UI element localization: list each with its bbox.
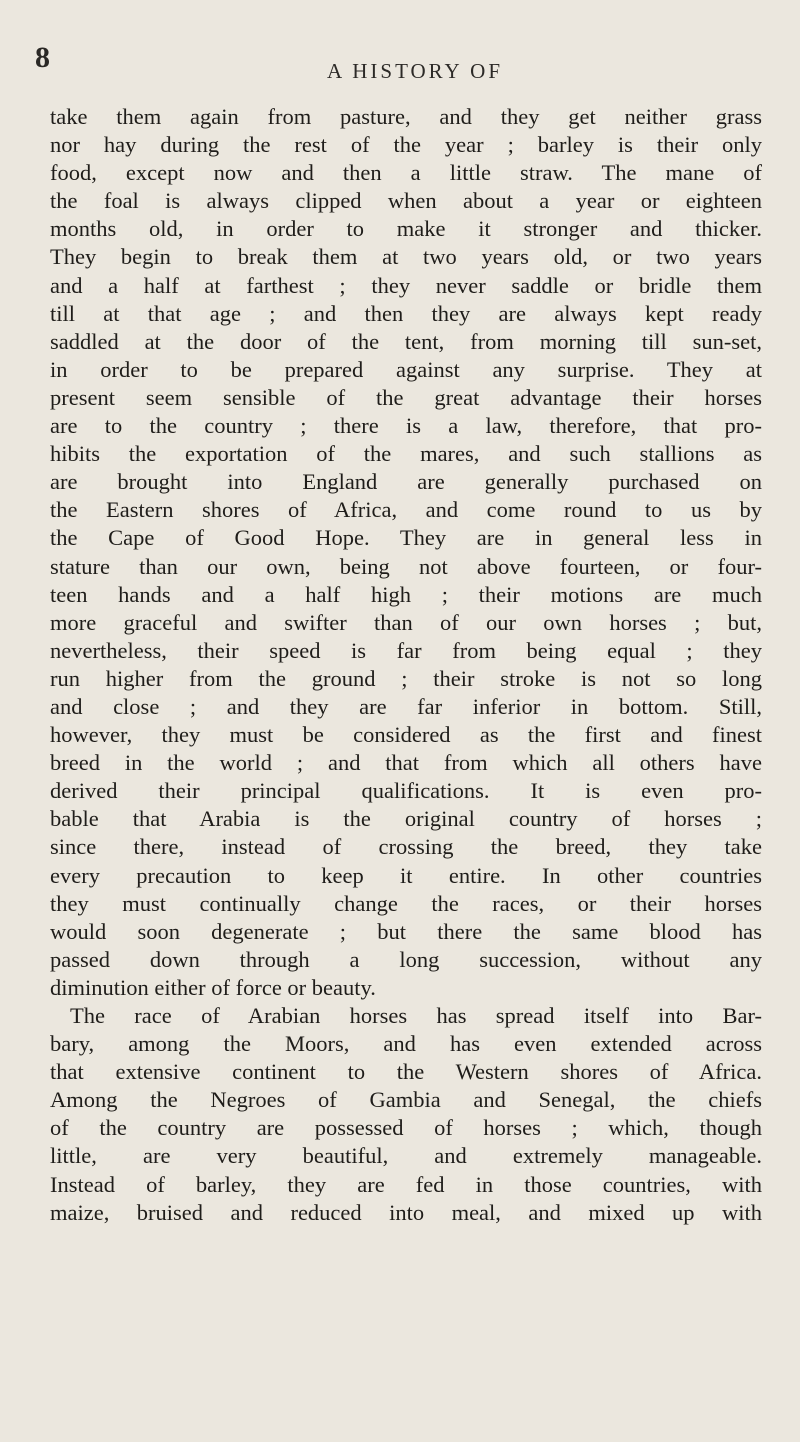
text-line: would soon degenerate ; but there the same blood has bbox=[50, 918, 762, 944]
text-line: and a half at farthest ; they never saddle or bridle them bbox=[50, 272, 762, 298]
text-line: little, are very beautiful, and extremely manageable. bbox=[50, 1143, 762, 1169]
text-line: present seem sensible of the great advantage their horses bbox=[50, 384, 762, 410]
text-line: that extensive continent to the Western shores of Africa. bbox=[50, 1059, 762, 1085]
text-line: Among the Negroes of Gambia and Senegal, the chiefs bbox=[50, 1087, 762, 1113]
text-line: are brought into England are generally purchased on bbox=[50, 469, 762, 495]
page-number: 8 bbox=[35, 41, 50, 74]
text-line: passed down through a long succession, without any bbox=[50, 946, 762, 972]
text-line: they must continually change the races, or their horses bbox=[50, 890, 762, 916]
text-line: more graceful and swifter than of our own horses ; but, bbox=[50, 609, 762, 635]
text-line: bable that Arabia is the original country of horses ; bbox=[50, 806, 762, 832]
text-line: the Cape of Good Hope. They are in general less in bbox=[50, 525, 762, 551]
text-line: the foal is always clipped when about a year or eighteen bbox=[50, 188, 762, 214]
text-line-paragraph-end: diminution either of force or beauty. bbox=[50, 974, 376, 1000]
text-line: of the country are possessed of horses ; which, though bbox=[50, 1115, 762, 1141]
text-line: nevertheless, their speed is far from being equal ; they bbox=[50, 637, 762, 663]
text-line: food, except now and then a little straw. The mane of bbox=[50, 160, 762, 186]
text-line: run higher from the ground ; their stroke is not so long bbox=[50, 665, 762, 691]
text-line: bary, among the Moors, and has even extended across bbox=[50, 1031, 762, 1057]
running-title: A HISTORY OF bbox=[326, 59, 504, 83]
text-line: hibits the exportation of the mares, and such stallions as bbox=[50, 441, 762, 467]
body-text bbox=[50, 103, 762, 1227]
text-line: however, they must be considered as the first and finest bbox=[50, 722, 762, 748]
text-line: nor hay during the rest of the year ; barley is their only bbox=[50, 132, 762, 158]
text-line: since there, instead of crossing the breed, they take bbox=[50, 834, 762, 860]
text-line: breed in the world ; and that from which all others have bbox=[50, 750, 762, 776]
text-line: take them again from pasture, and they get neither grass bbox=[50, 104, 762, 129]
text-line: maize, bruised and reduced into meal, and mixed up with bbox=[50, 1199, 762, 1225]
text-line-paragraph-start: The race of Arabian horses has spread itself into Bar- bbox=[70, 1003, 762, 1028]
text-line: derived their principal qualifications. It is even pro- bbox=[50, 778, 762, 804]
text-line: every precaution to keep it entire. In other countries bbox=[50, 862, 762, 888]
text-line: till at that age ; and then they are always kept ready bbox=[50, 300, 762, 326]
text-line: stature than our own, being not above fourteen, or four- bbox=[50, 553, 762, 579]
text-line: They begin to break them at two years old, or two years bbox=[50, 244, 762, 270]
text-line: saddled at the door of the tent, from morning till sun-set, bbox=[50, 328, 762, 354]
text-line: and close ; and they are far inferior in bottom. Still, bbox=[50, 693, 762, 719]
text-line: months old, in order to make it stronger and thicker. bbox=[50, 216, 762, 242]
text-line: are to the country ; there is a law, therefore, that pro- bbox=[50, 413, 762, 439]
text-line: Instead of barley, they are fed in those countries, with bbox=[50, 1171, 762, 1197]
text-line: teen hands and a half high ; their motions are much bbox=[50, 581, 762, 607]
text-line: in order to be prepared against any surprise. They at bbox=[50, 356, 762, 382]
text-line: the Eastern shores of Africa, and come round to us by bbox=[50, 497, 762, 523]
